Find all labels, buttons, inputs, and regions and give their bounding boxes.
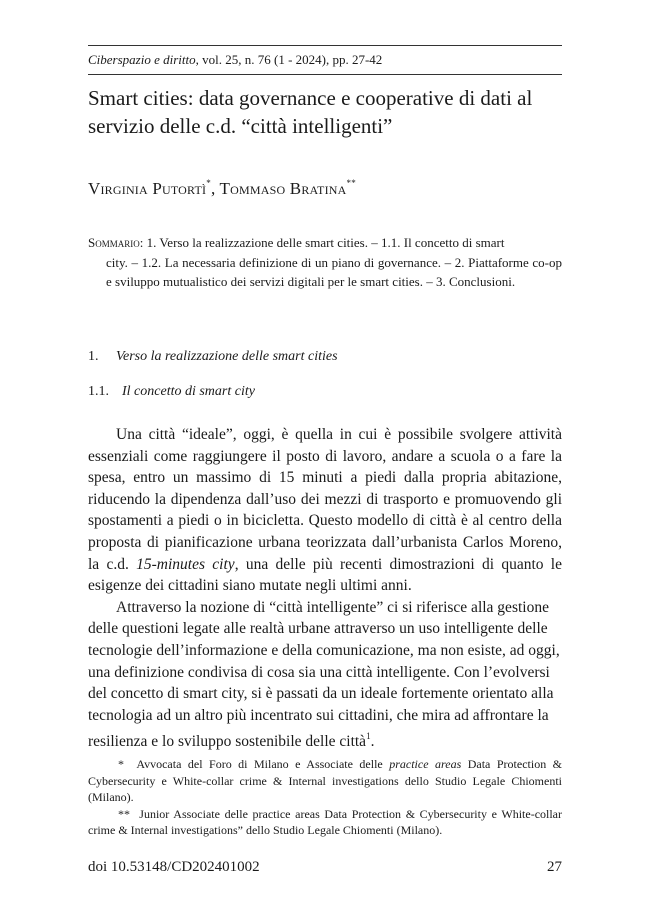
subsection-title: Il concetto di smart city: [122, 384, 255, 399]
author-name-1: Virginia Putortì: [88, 179, 207, 198]
footnote-2-text: Junior Associate delle practice areas Data Protection & Cybersecurity e White-collar crime & Internal investigations” dello Studio Legale Chiomenti (Milano).: [88, 806, 563, 838]
article-title: [88, 84, 562, 140]
section-title: Verso la realizzazione delle smart cities: [116, 349, 338, 364]
footnote-2-mark: **: [118, 806, 130, 821]
paragraph-1-emphasis: 15-minutes city: [136, 555, 235, 573]
title-line-2: servizio delle c.d. “città intelligenti”: [88, 114, 393, 138]
page-number: 27: [547, 859, 562, 875]
paragraph-1-text-a: Una città “ideale”, oggi, è quella in cui è possibile svolgere attività essenziali come raggiungere il posto di lavoro, andare a scuola o a fare la spesa, entro un massimo di 15 minuti a piedi dalla propria abitazione, riducendo la dipendenza dall’uso dei mezzi di trasporto e promuovendo gli spostamenti a piedi o in bicicletta. Questo modello di città è al centro della proposta di pianificazione urbana teorizzata dall’urbanista Carlos Moreno, la c.d.: [88, 426, 562, 573]
paragraph-1: [88, 424, 562, 597]
summary-first-line: [88, 233, 562, 253]
page-footer: [88, 857, 562, 877]
paragraph-2: [88, 597, 562, 753]
paragraph-2-end: .: [370, 733, 375, 751]
author-mark-1: *: [206, 178, 211, 188]
author-mark-2: **: [346, 178, 356, 188]
subsection-heading-1-1: [88, 382, 255, 402]
summary: [88, 233, 562, 292]
summary-label: Sommario: [88, 235, 140, 250]
authors: [88, 172, 562, 200]
top-rule: [88, 45, 562, 46]
summary-line-1: : 1. Verso la realizzazione delle smart cities. – 1.1. Il concetto di smart: [139, 235, 505, 250]
body-text: [88, 424, 562, 753]
paragraph-1-text-b: , una delle più recenti dimostrazioni di quanto le esigenze dei cittadini siano mutate negli ultimi anni.: [88, 555, 562, 595]
summary-continuation: city. – 1.2. La necessaria definizione di un piano di governance. – 2. Piattaforme co-op e sviluppo mutualistico dei servizi digitali per le smart cities. – 3. Conclusioni.: [106, 254, 562, 289]
section-heading-1: [88, 347, 338, 367]
subsection-number: 1.1.: [88, 384, 109, 399]
doi[interactable]: doi 10.53148/CD202401002: [88, 859, 260, 875]
footnotes: [88, 756, 562, 839]
section-number: 1.: [88, 349, 99, 364]
paragraph-2-text: Attraverso la nozione di “città intelligente” ci si riferisce alla gestione delle questioni legate alle realtà urbane attraverso un uso intelligente delle tecnologie dell’informazione e della comunicazione, ma non esiste, ad oggi, una definizione condivisa di cosa sia una città intelligente. Con l’evolversi del concetto di smart city, si è passati da un ideale fortemente orientato alla tecnologia ad un altro più incentrato sui cittadini, che mira ad affrontare la resilienza e lo sviluppo sostenibile delle città: [88, 598, 560, 751]
footnote-2: [88, 806, 562, 839]
footnote-1-mark: *: [118, 757, 124, 771]
footnote-1-text-a: Avvocata del Foro di Milano e Associate delle: [136, 757, 390, 771]
title-line-1: Smart cities: data governance e cooperative di dati al: [88, 86, 533, 110]
journal-citation: , vol. 25, n. 76 (1 - 2024), pp. 27-42: [195, 52, 383, 67]
footnote-1-text-b: Data Protection & Cybersecurity e White-collar crime & Internal investigations dello Studio Legale Chiomenti (Milano).: [88, 757, 563, 805]
footnote-1: [88, 756, 562, 806]
author-separator: ,: [210, 179, 220, 198]
author-name-2: Tommaso Bratina: [219, 179, 347, 198]
running-head: [88, 51, 562, 69]
header-rule: [88, 74, 562, 75]
footnote-1-emphasis: practice areas: [389, 757, 462, 771]
journal-name: Ciberspazio e diritto: [88, 52, 196, 67]
footnote-ref-1[interactable]: 1: [366, 731, 371, 742]
